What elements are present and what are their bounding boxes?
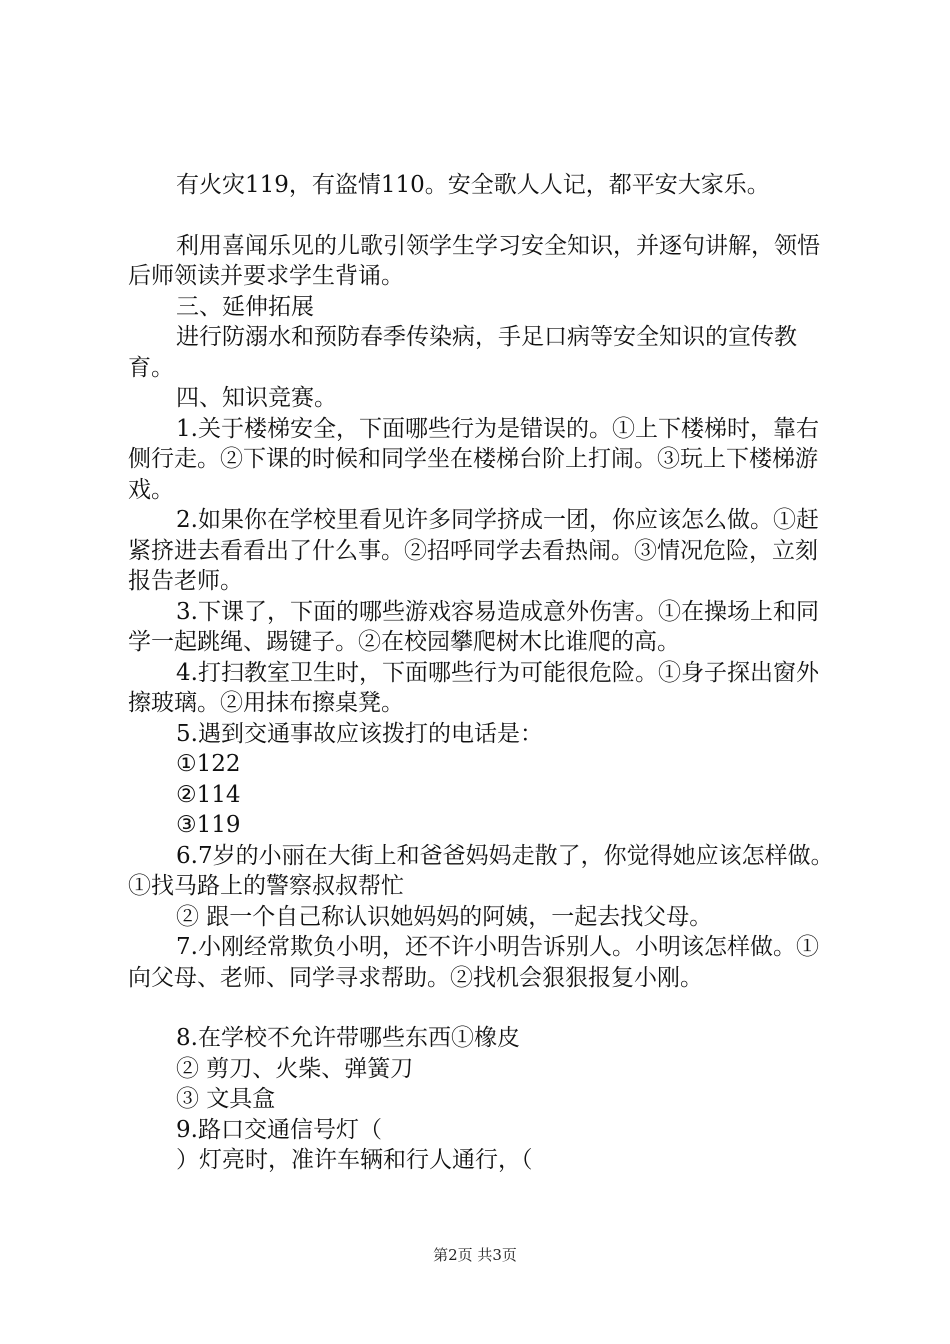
quiz-question: 5.遇到交通事故应该拨打的电话是： <box>176 720 543 747</box>
quiz-question: 8.在学校不允许带哪些东西①橡皮 <box>176 1025 520 1051</box>
quiz-question: 4.打扫教室卫生时，下面哪些行为可能很危险。①身子探出窗外擦玻璃。②用抹布擦桌凳。 <box>128 659 819 716</box>
paragraph: 有火灾119，有盗情110。安全歌人人记，都平安大家乐。 <box>176 172 770 198</box>
quiz-question: 1.关于楼梯安全，下面哪些行为是错误的。①上下楼梯时，靠右侧行走。②下课的时候和同学坐在楼梯台阶上打闹。③玩上下楼梯游戏。 <box>128 415 819 503</box>
quiz-question: 2.如果你在学校里看见许多同学挤成一团，你应该怎么做。①赶紧挤进去看看出了什么事。②招呼同学去看热闹。③情况危险，立刻报告老师。 <box>128 507 819 594</box>
quiz-question: 3.下课了，下面的哪些游戏容易造成意外伤害。①在操场上和同学一起跳绳、踢键子。②在校园攀爬树木比谁爬的高。 <box>128 598 819 655</box>
quiz-option: ③ 文具盒 <box>176 1086 276 1112</box>
quiz-option: ② 跟一个自己称认识她妈妈的阿姨，一起去找父母。 <box>176 903 713 930</box>
quiz-question: 6.7岁的小丽在大街上和爸爸妈妈走散了，你觉得她应该怎样做。①找马路上的警察叔叔帮忙 <box>128 842 834 899</box>
quiz-option: ③119 <box>176 812 241 838</box>
quiz-question: 9.路口交通信号灯（ <box>176 1116 382 1143</box>
quiz-option: ②114 <box>176 781 241 808</box>
document-body <box>128 170 840 1176</box>
quiz-option: ①122 <box>176 751 241 777</box>
quiz-question-continuation: ）灯亮时，准许车辆和行人通行，（ <box>176 1147 533 1173</box>
paragraph: 进行防溺水和预防春季传染病，手足口病等安全知识的宣传教育。 <box>128 324 797 381</box>
paragraph: 利用喜闻乐见的儿歌引领学生学习安全知识，并逐句讲解，领悟后师领读并要求学生背诵。 <box>128 232 820 289</box>
quiz-question: 7.小刚经常欺负小明，还不许小明告诉别人。小明该怎样做。①向父母、老师、同学寻求帮助。②找机会狠狠报复小刚。 <box>128 934 819 991</box>
quiz-option: ② 剪刀、火柴、弹簧刀 <box>176 1055 414 1082</box>
page-number: 第2页 共3页 <box>433 1246 517 1264</box>
section-heading: 三、延伸拓展 <box>176 293 314 320</box>
section-heading: 四、知识竞赛。 <box>176 385 337 411</box>
